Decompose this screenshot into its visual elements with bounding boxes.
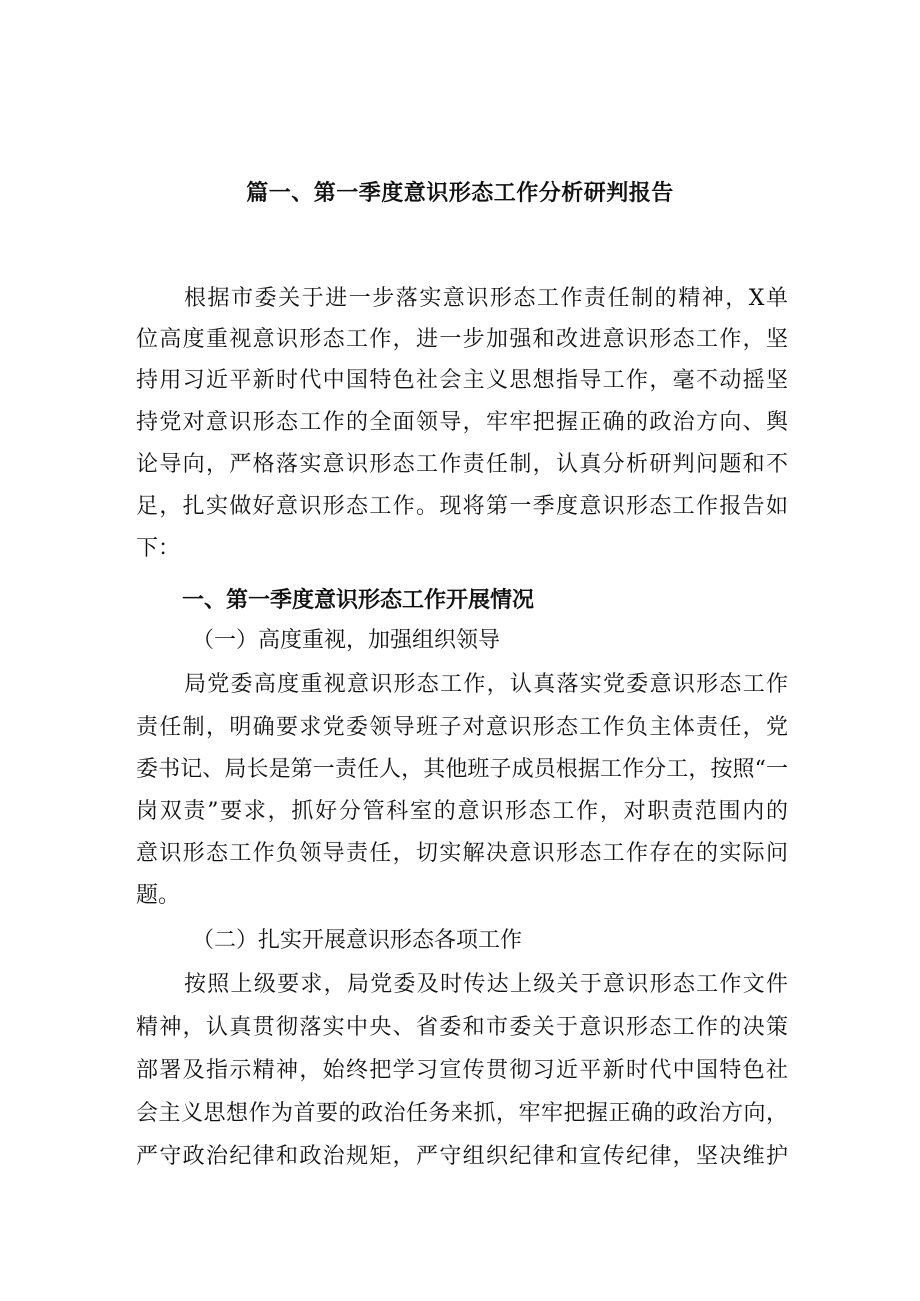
body-line: 精神，认真贯彻落实中央、省委和市委关于意识形态工作的决策 (136, 1015, 788, 1040)
body-line: 会主义思想作为首要的政治任务来抓，牢牢把握正确的政治方向， (136, 1101, 788, 1126)
body-line: 按照上级要求，局党委及时传达上级关于意识形态工作文件 (184, 972, 788, 997)
intro-line: 下： (136, 536, 181, 561)
intro-line: 持用习近平新时代中国特色社会主义思想指导工作，毫不动摇坚 (136, 368, 788, 393)
body-line: 严守政治纪律和政治规矩，严守组织纪律和宣传纪律，坚决维护 (136, 1144, 788, 1169)
body-line: 责任制，明确要求党委领导班子对意识形态工作负主体责任，党 (136, 715, 788, 740)
intro-line: 论导向，严格落实意识形态工作责任制，认真分析研判问题和不 (136, 452, 788, 477)
document-title: 篇一、第一季度意识形态工作分析研判报告 (246, 181, 674, 206)
intro-line: 根据市委关于进一步落实意识形态工作责任制的精神，X单 (184, 286, 788, 311)
subsection-heading: （二）扎实开展意识形态各项工作 (192, 928, 523, 953)
subsection-heading: （一）高度重视，加强组织领导 (192, 628, 501, 653)
section-heading: 一、第一季度意识形态工作开展情况 (182, 588, 535, 613)
intro-line: 足，扎实做好意识形态工作。现将第一季度意识形态工作报告如 (136, 494, 788, 519)
body-line: 意识形态工作负领导责任，切实解决意识形态工作存在的实际问 (136, 841, 788, 866)
body-line: 题。 (136, 883, 181, 908)
body-line: 局党委高度重视意识形态工作，认真落实党委意识形态工作 (184, 672, 788, 697)
intro-line: 位高度重视意识形态工作，进一步加强和改进意识形态工作，坚 (136, 327, 788, 352)
body-line: 部署及指示精神，始终把学习宣传贯彻习近平新时代中国特色社 (136, 1058, 788, 1083)
body-line: 岗双责”要求，抓好分管科室的意识形态工作，对职责范围内的 (136, 799, 788, 824)
intro-line: 持党对意识形态工作的全面领导，牢牢把握正确的政治方向、舆 (136, 410, 788, 435)
body-line: 委书记、局长是第一责任人，其他班子成员根据工作分工，按照“一 (136, 757, 788, 782)
